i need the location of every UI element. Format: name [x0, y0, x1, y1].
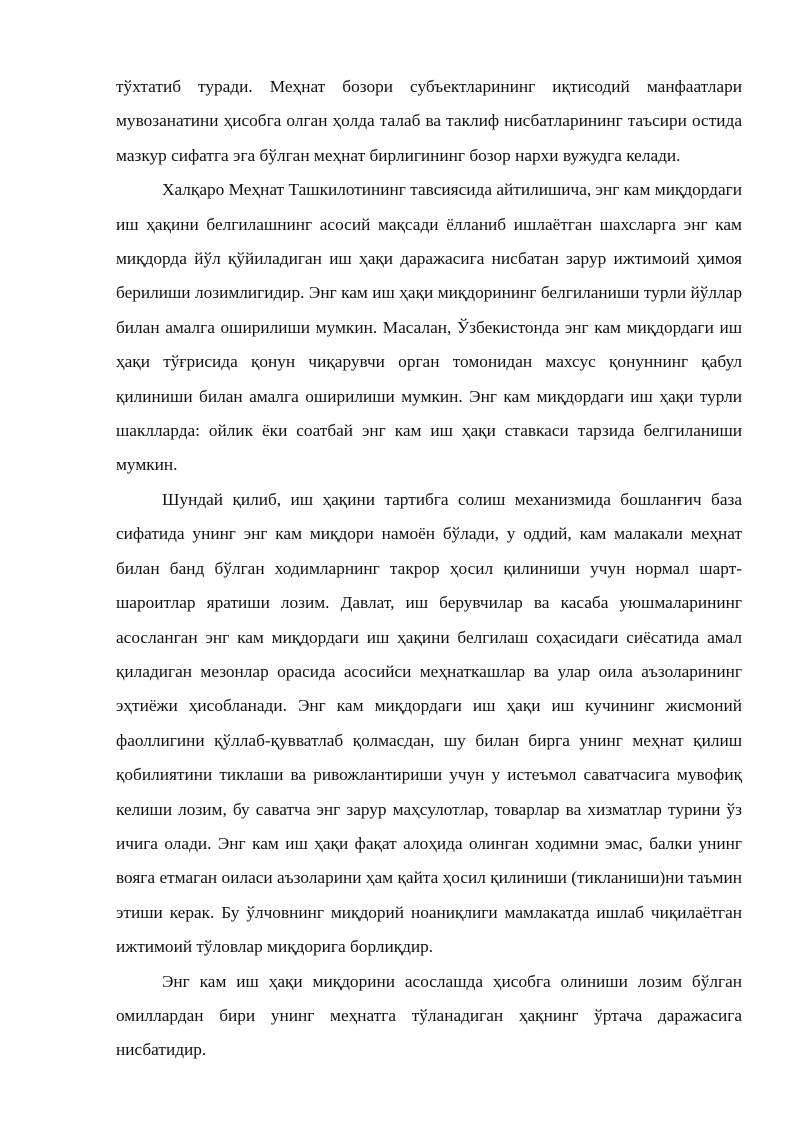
paragraph-1: тўхтатиб туради. Меҳнат бозори субъектларининг иқтисодий манфаатлари мувозанатини ҳисобга олган ҳолда талаб ва таклиф нисбатларининг таъсири остида мазкур сифатга эга бўлган меҳнат бирлигининг бозор нархи вужудга келади. — [116, 77, 742, 165]
paragraph-3: Шундай қилиб, иш ҳақини тартибга солиш механизмида бошланғич база сифатида унинг энг кам миқдори намоён бўлади, у оддий, кам малакали меҳнат билан банд бўлган ходимларнинг такрор ҳосил қилиниши учун нормал шарт-шароитлар яратиши лозим. Давлат, иш берувчилар ва касаба уюшмаларининг асосланган энг кам миқдордаги иш ҳақини белгилаш соҳасидаги сиёсатида амал қиладиган мезонлар орасида асосийси меҳнаткашлар ва улар оила аъзоларининг эҳтиёжи ҳисобланади. Энг кам миқдордаги иш ҳақи иш кучининг жисмоний фаоллигини қўллаб-қувватлаб қолмасдан, шу билан бирга унинг меҳнат қилиш қобилиятини тиклаши ва ривожлантириши учун у истеъмол саватчасига мувофиқ келиши лозим, бу саватча энг зарур маҳсулотлар, товарлар ва хизматлар турини ўз ичига олади. Энг кам иш ҳақи фақат алоҳида олинган ходимни эмас, балки унинг вояга етмаган оиласи аъзоларини ҳам қайта ҳосил қилиниши (тикланиши)ни таъмин этиши керак. Бу ўлчовнинг миқдорий ноаниқлиги мамлакатда ишлаб чиқилаётган ижтимоий тўловлар миқдорига борлиқдир. — [116, 489, 742, 957]
document-page — [116, 70, 742, 1068]
paragraph-2: Халқаро Меҳнат Ташкилотининг тавсиясида айтилишича, энг кам миқдордаги иш ҳақини белгилашнинг асосий мақсади ёлланиб ишлаётган шахсларга энг кам миқдорда йўл қўйиладиган иш ҳақи даражасига нисбатан зарур ижтимоий ҳимоя берилиши лозимлигидир. Энг кам иш ҳақи миқдорининг белгиланиши турли йўллар билан амалга оширилиши мумкин. Масалан, Ўзбекистонда энг кам миқдордаги иш ҳақи тўғрисида қонун чиқарувчи орган томонидан махсус қонуннинг қабул қилиниши билан амалга оширилиши мумкин. Энг кам миқдордаги иш ҳақи турли шаклларда: ойлик ёки соатбай энг кам иш ҳақи ставкаси тарзида белгиланиши мумкин. — [116, 180, 742, 475]
paragraph-4: Энг кам иш ҳақи миқдорини асослашда ҳисобга олиниши лозим бўлган омиллардан бири унинг меҳнатга тўланадиган ҳақнинг ўртача даражасига нисбатидир. — [116, 971, 742, 1060]
